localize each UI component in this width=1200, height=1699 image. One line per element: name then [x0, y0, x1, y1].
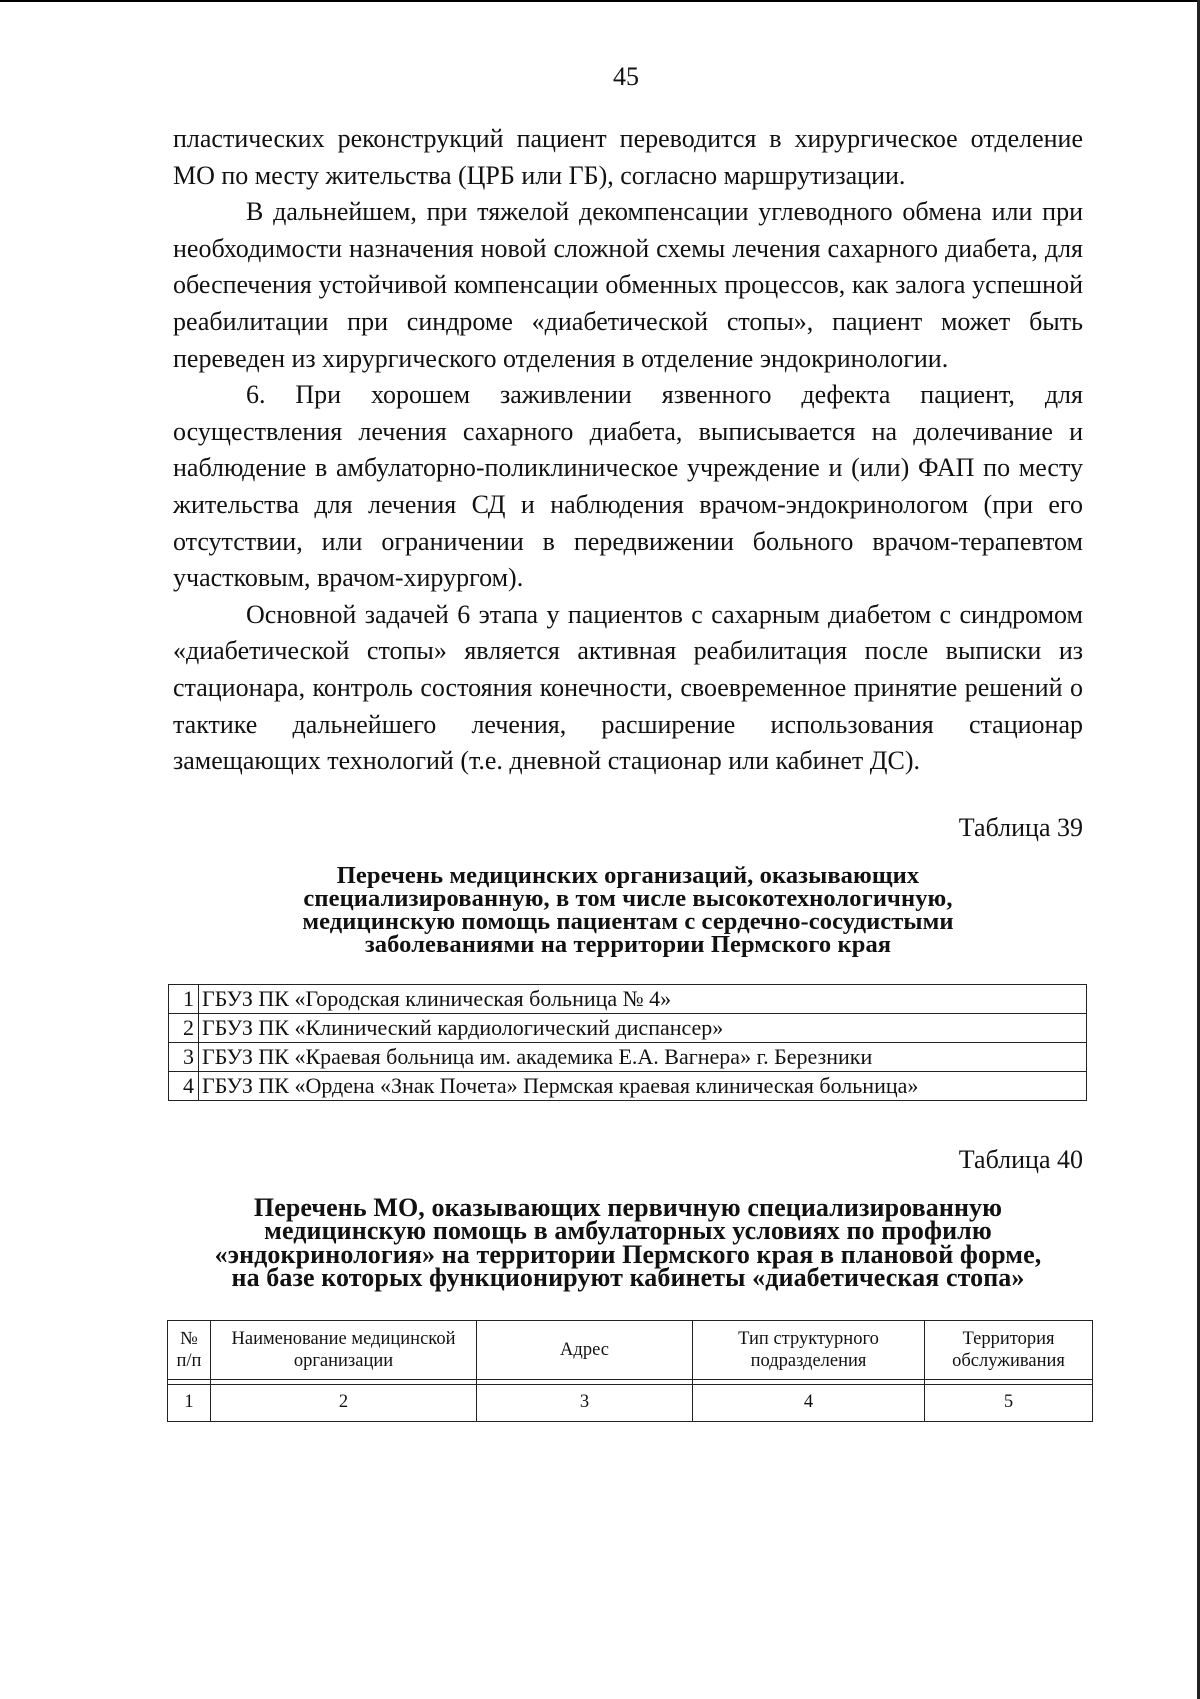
header-line: обслуживания	[952, 1350, 1065, 1371]
header-line: Наименование медицинской	[231, 1328, 456, 1349]
organization-name: ГБУЗ ПК «Ордена «Знак Почета» Пермская краевая клиническая больница»	[199, 1071, 1087, 1100]
column-index: 1	[168, 1384, 211, 1421]
table40-title	[173, 1192, 1083, 1293]
paragraph-1: пластических реконструкций пациент переводится в хирургическое отделение МО по месту жительства (ЦРБ или ГБ), согласно маршрутизации.	[173, 124, 1083, 190]
table40-title-line: на базе которых функционируют кабинеты «диабетическая стопа»	[231, 1263, 1025, 1293]
table-index-row	[168, 1384, 1093, 1421]
table40-title-line: «эндокринология» на территории Пермского края в плановой форме,	[214, 1239, 1042, 1269]
table39-title-line: специализированную, в том числе высокотехнологичную,	[303, 884, 953, 912]
table-row	[169, 984, 1087, 1013]
table39	[168, 984, 1087, 1101]
table-row	[169, 1013, 1087, 1042]
column-header-number	[168, 1320, 211, 1379]
table39-caption: Таблица 39	[958, 812, 1083, 842]
row-number: 1	[169, 984, 199, 1013]
organization-name: ГБУЗ ПК «Краевая больница им. академика Е.А. Вагнера» г. Березники	[199, 1042, 1087, 1071]
document-body	[173, 121, 1083, 1422]
row-number: 3	[169, 1042, 199, 1071]
header-line: Адрес	[560, 1339, 609, 1360]
organization-name: ГБУЗ ПК «Городская клиническая больница № 4»	[199, 984, 1087, 1013]
table40-caption: Таблица 40	[958, 1144, 1083, 1174]
table40-title-line: медицинскую помощь в амбулаторных условиях по профилю	[264, 1216, 992, 1246]
table39-title-line: заболеваниями на территории Пермского края	[364, 930, 892, 958]
header-line: №	[180, 1328, 198, 1349]
column-header-unit-type	[693, 1320, 925, 1379]
header-line: организации	[293, 1350, 394, 1371]
header-line: п/п	[176, 1350, 202, 1371]
table39-title-line: медицинскую помощь пациентам с сердечно-сосудистыми	[302, 907, 954, 935]
table-row	[169, 1071, 1087, 1100]
row-number: 2	[169, 1013, 199, 1042]
table39-title-line: Перечень медицинских организаций, оказывающих	[336, 861, 920, 889]
scan-top-edge	[0, 0, 1200, 2]
page-number: 45	[613, 62, 639, 91]
table40-title-line: Перечень МО, оказывающих первичную специализированную	[253, 1192, 1003, 1222]
header-line: Тип структурного	[738, 1328, 879, 1349]
table-row	[169, 1042, 1087, 1071]
column-header-address	[477, 1320, 693, 1379]
paragraph-4: Основной задачей 6 этапа у пациентов с сахарным диабетом с синдромом «диабетической стопы» является активная реабилитация после выписки из стационара, контроль состояния конечности, своевременное принятие решений о тактике дальнейшего лечения, расширение использования стационар замещающих технологий (т.е. дневной стационар или кабинет ДС).	[173, 599, 1083, 776]
column-index: 4	[693, 1384, 925, 1421]
row-number: 4	[169, 1071, 199, 1100]
paragraph-2: В дальнейшем, при тяжелой декомпенсации углеводного обмена или при необходимости назначения новой сложной схемы лечения сахарного диабета, для обеспечения устойчивой компенсации обменных процессов, как залога успешной реабилитации при синдроме «диабетической стопы», пациент может быть переведен из хирургического отделения в отделение эндокринологии.	[173, 197, 1083, 373]
column-header-territory	[925, 1320, 1093, 1379]
header-line: Территория	[962, 1328, 1055, 1349]
table-header-row	[168, 1320, 1093, 1379]
column-header-organization	[211, 1320, 477, 1379]
header-line: подразделения	[750, 1350, 867, 1371]
column-index: 3	[477, 1384, 693, 1421]
paragraph-3: 6. При хорошем заживлении язвенного дефекта пациент, для осуществления лечения сахарного диабета, выписывается на долечивание и наблюдение в амбулаторно-поликлиническое учреждение и (или) ФАП по месту жительства для лечения СД и наблюдения врачом-эндокринологом (при его отсутствии, или ограничении в передвижении больного врачом-терапевтом участковым, врачом-хирургом).	[173, 380, 1083, 593]
table40	[167, 1320, 1093, 1422]
organization-name: ГБУЗ ПК «Клинический кардиологический диспансер»	[199, 1013, 1087, 1042]
column-index: 5	[925, 1384, 1093, 1421]
table39-title	[173, 861, 1083, 958]
column-index: 2	[211, 1384, 477, 1421]
